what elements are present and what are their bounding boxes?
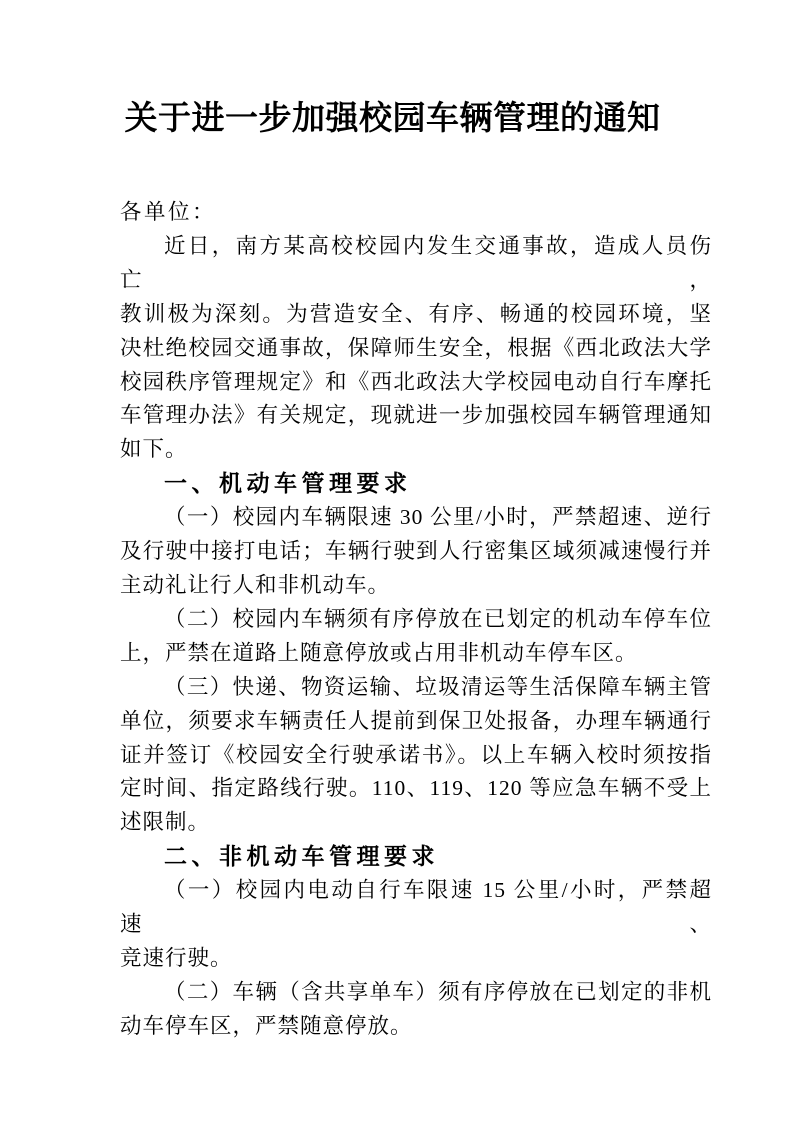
salutation [120, 196, 712, 230]
paragraph [120, 976, 712, 1044]
paragraph-line: 决杜绝校园交通事故，保障师生安全，根据《西北政法大学 [120, 335, 712, 360]
paragraph-line: 校园秩序管理规定》和《西北政法大学校园电动自行车摩托 [120, 369, 712, 394]
paragraph-line: （三）快递、物资运输、垃圾清运等生活保障车辆主管 [164, 674, 712, 699]
paragraph-line: 教训极为深刻。为营造安全、有序、畅通的校园环境，坚 [120, 301, 712, 326]
paragraph-line: （二）车辆（含共享单车）须有序停放在已划定的非机 [164, 979, 712, 1004]
paragraph-line: 述限制。 [120, 810, 211, 835]
heading [120, 467, 712, 501]
heading [120, 840, 712, 874]
document-title: 关于进一步加强校园车辆管理的通知 [124, 101, 661, 137]
paragraph-line: 及行驶中接打电话；车辆行驶到人行密集区域须减速慢行并 [120, 539, 712, 564]
paragraph-line: 车管理办法》有关规定，现就进一步加强校园车辆管理通知 [120, 403, 712, 428]
paragraph-line: 定时间、指定路线行驶。110、119、120 等应急车辆不受上 [120, 776, 712, 801]
paragraph-line: 证并签订《校园安全行驶承诺书》。以上车辆入校时须按指 [120, 742, 712, 767]
paragraph [120, 874, 712, 976]
paragraph-line: 单位，须要求车辆责任人提前到保卫处报备，办理车辆通行 [120, 708, 712, 733]
document-body [120, 196, 712, 1044]
paragraph-line: （一）校园内车辆限速 30 公里/小时，严禁超速、逆行 [164, 505, 712, 530]
paragraph-line: 竞速行驶。 [120, 945, 233, 970]
paragraph-line: 上，严禁在道路上随意停放或占用非机动车停车区。 [120, 640, 638, 665]
paragraph [120, 603, 712, 671]
paragraph-line: （二）校园内车辆须有序停放在已划定的机动车停车位 [164, 606, 712, 631]
salutation-line: 各单位： [120, 200, 217, 224]
paragraph-line: 动车停车区，严禁随意停放。 [120, 1013, 413, 1038]
heading-line: 一、机动车管理要求 [164, 470, 412, 497]
heading-line: 二、非机动车管理要求 [164, 843, 439, 870]
paragraph-line: （一）校园内电动自行车限速 15 公里/小时，严禁超速、 [120, 878, 712, 937]
paragraph-line: 近日，南方某高校校园内发生交通事故，造成人员伤亡， [120, 233, 712, 292]
paragraph [120, 501, 712, 603]
paragraph-line: 主动礼让行人和非机动车。 [120, 572, 391, 597]
paragraph-line: 如下。 [120, 437, 188, 462]
paragraph [120, 671, 712, 841]
paragraph [120, 230, 712, 467]
